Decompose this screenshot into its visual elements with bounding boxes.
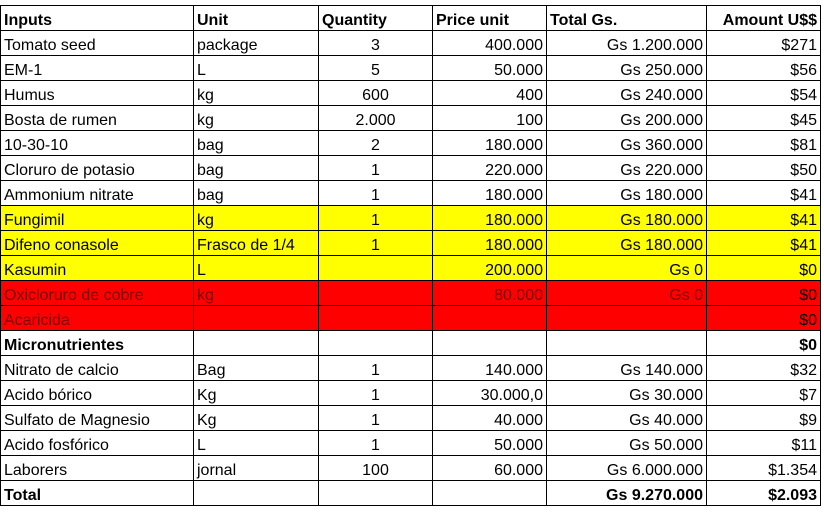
table-row <box>1 206 821 231</box>
cell-quantity[interactable]: 1 <box>319 231 433 256</box>
cell-input[interactable]: Oxicloruro de cobre <box>1 281 194 306</box>
table-row <box>1 381 821 406</box>
table-row <box>1 256 821 281</box>
table-row <box>1 406 821 431</box>
cell-price[interactable]: 140.000 <box>433 356 547 381</box>
cell-input[interactable]: Bosta de rumen <box>1 106 194 131</box>
header-unit[interactable]: Unit <box>194 6 319 31</box>
header-inputs[interactable]: Inputs <box>1 6 194 31</box>
table-row <box>1 456 821 481</box>
cell-price[interactable]: 180.000 <box>433 206 547 231</box>
cell-amount-usd[interactable]: $271 <box>707 31 821 56</box>
cell-quantity[interactable]: 1 <box>319 206 433 231</box>
cell-unit[interactable] <box>194 331 319 356</box>
cell-total-gs[interactable]: Gs 50.000 <box>547 431 707 456</box>
cell-amount-usd[interactable]: $7 <box>707 381 821 406</box>
cell-total-gs[interactable]: Gs 30.000 <box>547 381 707 406</box>
cell-input[interactable]: Acido fosfórico <box>1 431 194 456</box>
total-row <box>1 481 821 506</box>
cell-total-gs[interactable]: Gs 240.000 <box>547 81 707 106</box>
cell-total-gs[interactable]: Gs 250.000 <box>547 56 707 81</box>
cell-quantity[interactable]: 1 <box>319 431 433 456</box>
cell-total-gs[interactable]: Gs 0 <box>547 281 707 306</box>
cell-unit[interactable]: L <box>194 256 319 281</box>
cell-amount-usd[interactable]: $41 <box>707 181 821 206</box>
cell-price[interactable] <box>433 306 547 331</box>
cell-total-gs[interactable]: Gs 180.000 <box>547 181 707 206</box>
table-row <box>1 356 821 381</box>
cell-price[interactable]: 30.000,0 <box>433 381 547 406</box>
cell-total-gs[interactable] <box>547 331 707 356</box>
cell-price[interactable]: 400 <box>433 81 547 106</box>
cell-input[interactable]: Tomato seed <box>1 31 194 56</box>
cell-unit[interactable] <box>194 306 319 331</box>
cell-unit[interactable]: kg <box>194 206 319 231</box>
header-row <box>1 6 821 31</box>
cell-amount-usd[interactable]: $50 <box>707 156 821 181</box>
cell-input[interactable]: Ammonium nitrate <box>1 181 194 206</box>
cell-price[interactable]: 60.000 <box>433 456 547 481</box>
total-label[interactable]: Total <box>1 481 194 506</box>
table-row <box>1 106 821 131</box>
cell-unit[interactable]: bag <box>194 131 319 156</box>
cell-amount-usd[interactable]: $0 <box>707 281 821 306</box>
cell-unit[interactable]: jornal <box>194 456 319 481</box>
table-row <box>1 156 821 181</box>
cell-price[interactable]: 50.000 <box>433 56 547 81</box>
cell-unit[interactable]: L <box>194 56 319 81</box>
cell-unit[interactable]: Frasco de 1/4 <box>194 231 319 256</box>
table-row <box>1 431 821 456</box>
cell-quantity[interactable]: 1 <box>319 156 433 181</box>
cell-input[interactable]: Fungimil <box>1 206 194 231</box>
cell-total-gs[interactable]: Gs 360.000 <box>547 131 707 156</box>
cell-total-gs[interactable]: Gs 180.000 <box>547 231 707 256</box>
cell-amount-usd[interactable]: $32 <box>707 356 821 381</box>
cell-total-gs[interactable]: Gs 6.000.000 <box>547 456 707 481</box>
cell-quantity[interactable]: 1 <box>319 356 433 381</box>
cell-amount-usd[interactable]: $9 <box>707 406 821 431</box>
cell-total-gs[interactable]: Gs 0 <box>547 256 707 281</box>
total-usd-value[interactable]: $2.093 <box>707 481 821 506</box>
cell-quantity[interactable]: 1 <box>319 381 433 406</box>
table-row <box>1 306 821 331</box>
cell-amount-usd[interactable]: $1.354 <box>707 456 821 481</box>
cell-total-gs[interactable]: Gs 200.000 <box>547 106 707 131</box>
cell-amount-usd[interactable]: $41 <box>707 206 821 231</box>
cell-price[interactable]: 220.000 <box>433 156 547 181</box>
cell-total-gs[interactable]: Gs 1.200.000 <box>547 31 707 56</box>
total-quantity-cell[interactable] <box>319 481 433 506</box>
cell-unit[interactable]: bag <box>194 181 319 206</box>
cell-price[interactable]: 200.000 <box>433 256 547 281</box>
cell-price[interactable]: 180.000 <box>433 181 547 206</box>
cell-price[interactable]: 100 <box>433 106 547 131</box>
cell-quantity[interactable]: 2 <box>319 131 433 156</box>
cell-amount-usd[interactable]: $0 <box>707 256 821 281</box>
cell-input[interactable]: 10-30-10 <box>1 131 194 156</box>
cell-amount-usd[interactable]: $0 <box>707 331 821 356</box>
cell-total-gs[interactable] <box>547 306 707 331</box>
cell-unit[interactable]: package <box>194 31 319 56</box>
cell-unit[interactable]: Kg <box>194 381 319 406</box>
cell-quantity[interactable]: 5 <box>319 56 433 81</box>
table-row <box>1 131 821 156</box>
cell-amount-usd[interactable]: $81 <box>707 131 821 156</box>
cell-quantity[interactable] <box>319 256 433 281</box>
cell-total-gs[interactable]: Gs 40.000 <box>547 406 707 431</box>
cell-price[interactable]: 40.000 <box>433 406 547 431</box>
cell-input[interactable]: EM-1 <box>1 56 194 81</box>
cost-table <box>0 5 821 506</box>
cell-quantity[interactable]: 1 <box>319 406 433 431</box>
header-amount-usd[interactable]: Amount U$$ <box>707 6 821 31</box>
table-row <box>1 181 821 206</box>
table-body <box>1 31 821 481</box>
cell-price[interactable]: 50.000 <box>433 431 547 456</box>
table-row <box>1 81 821 106</box>
cell-price[interactable]: 180.000 <box>433 231 547 256</box>
cell-quantity[interactable]: 3 <box>319 31 433 56</box>
cell-input[interactable]: Micronutrientes <box>1 331 194 356</box>
cell-quantity[interactable] <box>319 306 433 331</box>
cell-unit[interactable]: kg <box>194 81 319 106</box>
total-unit-cell[interactable] <box>194 481 319 506</box>
cell-input[interactable]: Laborers <box>1 456 194 481</box>
cell-input[interactable]: Humus <box>1 81 194 106</box>
cell-amount-usd[interactable]: $0 <box>707 306 821 331</box>
table-row <box>1 56 821 81</box>
cell-unit[interactable]: kg <box>194 106 319 131</box>
cell-unit[interactable]: Kg <box>194 406 319 431</box>
table-row <box>1 281 821 306</box>
cell-input[interactable]: Nitrato de calcio <box>1 356 194 381</box>
cell-price[interactable]: 80.000 <box>433 281 547 306</box>
header-quantity[interactable]: Quantity <box>319 6 433 31</box>
cell-quantity[interactable] <box>319 331 433 356</box>
header-total-gs[interactable]: Total Gs. <box>547 6 707 31</box>
cell-input[interactable]: Sulfato de Magnesio <box>1 406 194 431</box>
cell-amount-usd[interactable]: $56 <box>707 56 821 81</box>
cell-input[interactable]: Acaricida <box>1 306 194 331</box>
cell-input[interactable]: Cloruro de potasio <box>1 156 194 181</box>
cell-price[interactable] <box>433 331 547 356</box>
cell-unit[interactable]: bag <box>194 156 319 181</box>
cell-quantity[interactable] <box>319 281 433 306</box>
cell-price[interactable]: 400.000 <box>433 31 547 56</box>
total-gs-value[interactable]: Gs 9.270.000 <box>547 481 707 506</box>
cell-input[interactable]: Kasumin <box>1 256 194 281</box>
cell-total-gs[interactable]: Gs 220.000 <box>547 156 707 181</box>
cell-unit[interactable]: L <box>194 431 319 456</box>
cell-total-gs[interactable]: Gs 140.000 <box>547 356 707 381</box>
cell-unit[interactable]: Bag <box>194 356 319 381</box>
cell-input[interactable]: Acido bórico <box>1 381 194 406</box>
table-row <box>1 331 821 356</box>
table-row <box>1 31 821 56</box>
cell-quantity[interactable]: 2.000 <box>319 106 433 131</box>
cell-amount-usd[interactable]: $54 <box>707 81 821 106</box>
cell-amount-usd[interactable]: $11 <box>707 431 821 456</box>
cell-unit[interactable]: kg <box>194 281 319 306</box>
cell-total-gs[interactable]: Gs 180.000 <box>547 206 707 231</box>
cell-amount-usd[interactable]: $45 <box>707 106 821 131</box>
cell-input[interactable]: Difeno conasole <box>1 231 194 256</box>
cell-quantity[interactable]: 600 <box>319 81 433 106</box>
header-price-unit[interactable]: Price unit <box>433 6 547 31</box>
cell-quantity[interactable]: 1 <box>319 181 433 206</box>
cell-amount-usd[interactable]: $41 <box>707 231 821 256</box>
cell-quantity[interactable]: 100 <box>319 456 433 481</box>
cell-price[interactable]: 180.000 <box>433 131 547 156</box>
total-price-cell[interactable] <box>433 481 547 506</box>
table-row <box>1 231 821 256</box>
